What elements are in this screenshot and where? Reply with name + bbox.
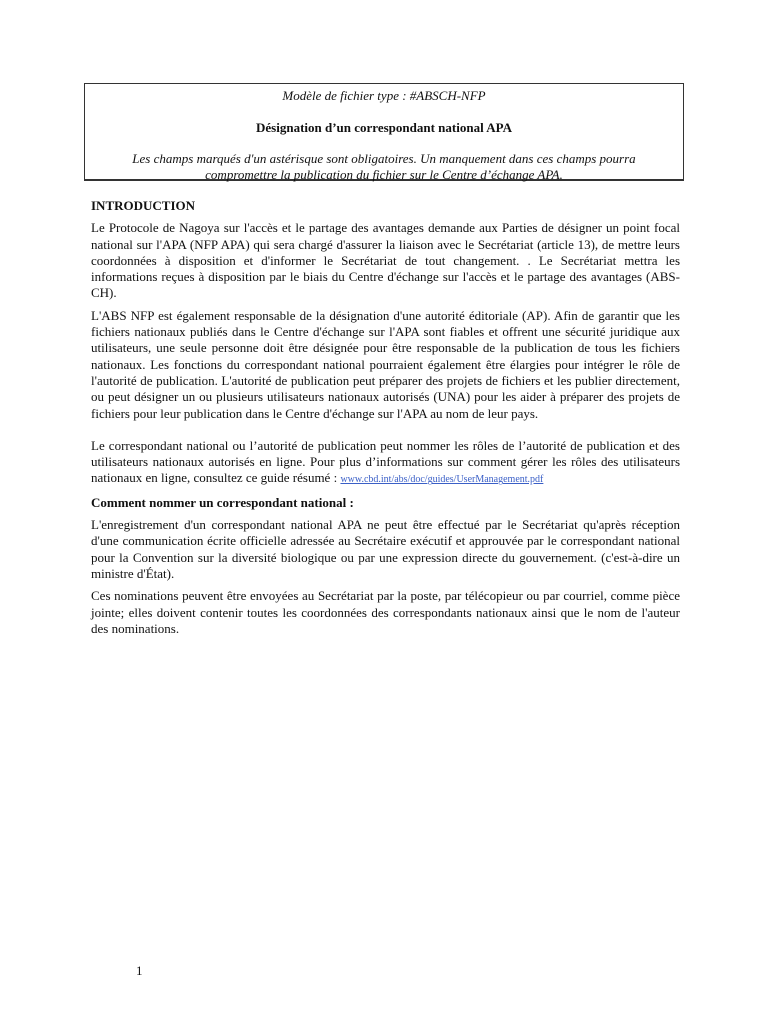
introduction-paragraph-3-text: Le correspondant national ou l’autorité de publication peut nommer les rôles de l’autorité de publication et des utilisateurs nationaux autorisés en ligne. Pour plus d’informations sur comment gérer les rôles des utilisateurs nationaux en ligne, consultez ce guide résumé : bbox=[91, 437, 680, 486]
mandatory-fields-notice: Les champs marqués d'un astérisque sont obligatoires. Un manquement dans ces champs pourra compromettre la publication du fichier sur le Centre d’échange APA. bbox=[132, 151, 636, 182]
template-header-box bbox=[84, 83, 684, 181]
introduction-paragraph-1: Le Protocole de Nagoya sur l'accès et le partage des avantages demande aux Parties de désigner un point focal national sur l'APA (NFP APA) qui sera chargé d'assurer la liaison avec le Secrétariat (article 13), de mettre leurs coordonnées à disposition et d'informer le Secrétariat de tout changement. . Le Secrétariat mettra les informations reçues à disposition par le biais du Centre d'échange sur l'accès et le partage des avantages (ABS-CH). bbox=[91, 220, 680, 301]
introduction-heading: INTRODUCTION bbox=[91, 198, 196, 213]
document-title: Désignation d’un correspondant national APA bbox=[256, 120, 512, 135]
document-body bbox=[91, 198, 680, 643]
user-management-guide-link[interactable]: www.cbd.int/abs/doc/guides/UserManagement.pdf bbox=[340, 474, 544, 486]
introduction-paragraph-3 bbox=[91, 438, 680, 489]
page-number: 1 bbox=[136, 963, 143, 978]
nomination-paragraph-2: Ces nominations peuvent être envoyées au Secrétariat par la poste, par télécopieur ou par courriel, comme pièce jointe; elles doivent contenir toutes les coordonnées des correspondants nationaux ainsi que le nom de l'auteur des nominations. bbox=[91, 588, 680, 636]
nomination-paragraph-1: L'enregistrement d'un correspondant national APA ne peut être effectué par le Secrétariat qu'après réception d'une communication écrite officielle adressée au Secrétaire exécutif et approuvée par le correspondant national pour la Convention sur la diversité biologique ou par une expression directe du gouvernement. (c'est-à-dire un ministre d'État). bbox=[91, 517, 680, 581]
template-identifier: Modèle de fichier type : #ABSCH-NFP bbox=[282, 88, 486, 103]
nomination-heading: Comment nommer un correspondant national : bbox=[91, 494, 354, 510]
introduction-paragraph-2: L'ABS NFP est également responsable de la désignation d'une autorité éditoriale (AP). Afin de garantir que les fichiers nationaux publiés dans le Centre d'échange sur l'APA sont fiables et offrent une sécurité juridique aux utilisateurs, une seule personne doit être désignée pour être responsable de la publication de tous les fichiers nationaux. Les fonctions du correspondant national pourraient également être élargies pour intégrer le rôle de l'autorité de publication. L'autorité de publication peut préparer des projets de fichiers et les publier directement, ou peut désigner un ou plusieurs utilisateurs nationaux autorisés (UNA) pour les aider à préparer des projets de fichiers pour leur publication dans le Centre d'échange sur l'APA au nom de leur pays. bbox=[91, 307, 680, 421]
